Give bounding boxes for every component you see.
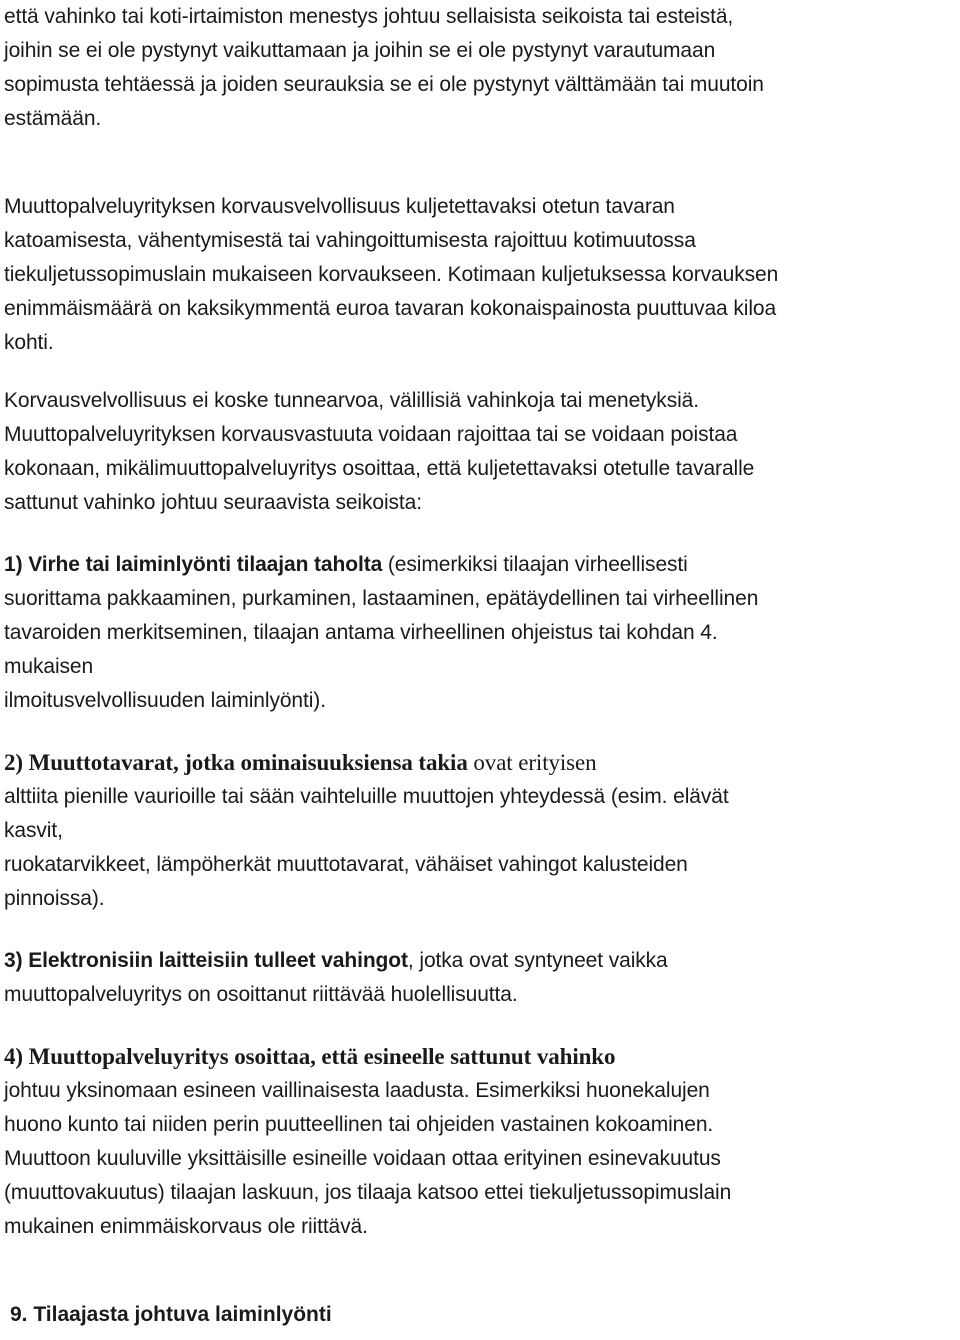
list-item-text: , jotka ovat syntyneet vaikka — [407, 949, 668, 972]
text-line: tiekuljetussopimuslain mukaiseen korvaukseen. Kotimaan kuljetuksessa korvauksen — [4, 263, 779, 286]
text-line: Muuttopalveluyrityksen korvausvastuuta voidaan rajoittaa tai se voidaan poistaa — [4, 423, 738, 446]
text-line: (muuttovakuutus) tilaajan laskuun, jos tilaaja katsoo ettei tiekuljetussopimuslain — [4, 1181, 732, 1204]
list-item-4 — [4, 1040, 956, 1244]
list-item-title: 4) Muuttopalveluyritys osoittaa, että esineelle sattunut vahinko — [4, 1044, 616, 1069]
text-line: että vahinko tai koti-irtaimiston menestys johtuu sellaisista seikoista tai esteistä, — [4, 5, 734, 28]
text-line: sopimusta tehtäessä ja joiden seurauksia se ei ole pystynyt välttämään tai muutoin — [4, 73, 764, 96]
text-line: suorittama pakkaaminen, purkaminen, lastaaminen, epätäydellinen tai virheellinen — [4, 587, 759, 610]
text-line: katoamisesta, vähentymisestä tai vahingoittumisesta rajoittuu kotimuutossa — [4, 229, 696, 252]
list-item-1 — [4, 548, 956, 718]
document-page — [4, 0, 956, 1332]
paragraph-liability-restriction — [4, 384, 956, 520]
paragraph-compensation-limit — [4, 190, 956, 360]
text-line: Korvausvelvollisuus ei koske tunnearvoa, välillisiä vahinkoja tai menetyksiä. — [4, 389, 699, 412]
text-line: johtuu yksinomaan esineen vaillinaisesta laadusta. Esimerkiksi huonekalujen — [4, 1079, 710, 1102]
text-line: kasvit, — [4, 819, 63, 842]
text-line: huono kunto tai niiden perin puutteellinen tai ohjeiden vastainen kokoaminen. — [4, 1113, 714, 1136]
section-heading: 9. Tilaajasta johtuva laiminlyönti — [10, 1303, 332, 1326]
text-line: kokonaan, mikälimuuttopalveluyritys osoittaa, että kuljetettavaksi otetulle tavaralle — [4, 457, 755, 480]
text-line: tavaroiden merkitseminen, tilaajan antama virheellinen ohjeistus tai kohdan 4. — [4, 621, 718, 644]
list-item-text: (esimerkiksi tilaajan virheellisesti — [382, 553, 688, 576]
text-line: estämään. — [4, 107, 102, 130]
text-line: Muuttopalveluyrityksen korvausvelvollisuus kuljetettavaksi otetun tavaran — [4, 195, 675, 218]
text-line: sattunut vahinko johtuu seuraavista seikoista: — [4, 491, 422, 514]
text-line: Muuttoon kuuluville yksittäisille esineille voidaan ottaa erityinen esinevakuutus — [4, 1147, 721, 1170]
text-line: kohti. — [4, 331, 54, 354]
list-item-title: 2) Muuttotavarat, jotka ominaisuuksiensa takia — [4, 750, 468, 775]
list-item-title: 1) Virhe tai laiminlyönti tilaajan taholta — [4, 553, 383, 576]
text-line: alttiita pienille vaurioille tai sään vaihteluille muuttojen yhteydessä (esim. elävät — [4, 785, 729, 808]
text-line: muuttopalveluyritys on osoittanut riittävää huolellisuutta. — [4, 983, 518, 1006]
text-line: mukaisen — [4, 655, 94, 678]
list-item-title: 3) Elektronisiin laitteisiin tulleet vahingot — [4, 949, 408, 972]
paragraph-liability-exemption — [4, 0, 956, 136]
text-line: enimmäismäärä on kaksikymmentä euroa tavaran kokonaispainosta puuttuvaa kiloa — [4, 297, 777, 320]
text-line: mukainen enimmäiskorvaus ole riittävä. — [4, 1215, 368, 1238]
list-item-text: ovat erityisen — [467, 750, 597, 775]
text-line: pinnoissa). — [4, 887, 105, 910]
text-line: ilmoitusvelvollisuuden laiminlyönti). — [4, 689, 326, 712]
text-line: joihin se ei ole pystynyt vaikuttamaan ja joihin se ei ole pystynyt varautumaan — [4, 39, 716, 62]
list-item-3 — [4, 944, 956, 1012]
text-line: ruokatarvikkeet, lämpöherkät muuttotavarat, vähäiset vahingot kalusteiden — [4, 853, 688, 876]
list-item-2 — [4, 746, 956, 916]
